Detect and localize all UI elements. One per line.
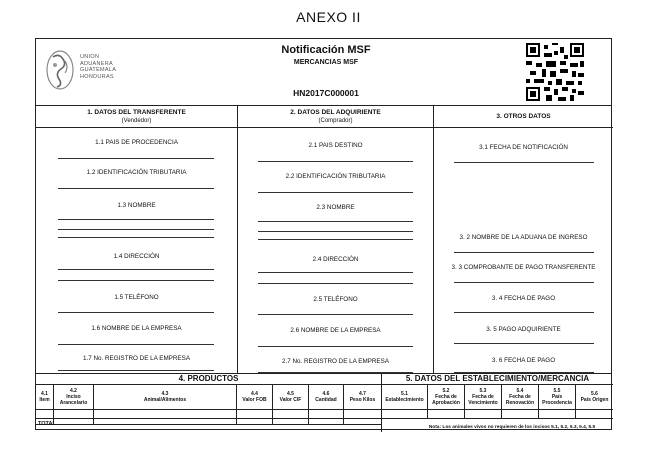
column-number: 4.7	[359, 391, 366, 397]
logo-text	[80, 54, 116, 80]
column-number: 4.1	[41, 391, 48, 397]
column-header	[308, 384, 343, 409]
field-line	[454, 343, 594, 344]
field-label: 2.3 NOMBRE	[316, 204, 355, 211]
column-header	[236, 384, 272, 409]
field-line	[454, 252, 594, 253]
table-row-divider	[36, 424, 381, 425]
column-number: 5.3	[479, 388, 487, 394]
field-line	[258, 283, 413, 284]
column-label: País Origen	[580, 397, 609, 403]
field-label: 2.2 IDENTIFICACIÓN TRIBUTARIA	[285, 173, 386, 180]
field-label: 3. 6 FECHA DE PAGO	[491, 357, 556, 364]
section4-title: 4. PRODUCTOS	[178, 374, 239, 383]
column-label: Fecha de Renovación	[505, 394, 535, 406]
customs-union-logo-icon	[43, 47, 77, 93]
table-cell-divider	[272, 409, 273, 424]
field-line	[58, 229, 214, 230]
section1-header	[36, 106, 237, 128]
field-line	[258, 272, 413, 273]
field-line	[58, 280, 214, 281]
field-label: 2.7 No. REGISTRO DE LA EMPRESA	[281, 358, 390, 365]
column-number: 4.2	[70, 388, 77, 394]
field-label: 1.7 No. REGISTRO DE LA EMPRESA	[82, 355, 191, 362]
table-cell-divider	[427, 409, 428, 418]
field-label: 1.1 PAIS DE PROCEDENCIA	[95, 139, 178, 146]
section2-subtitle: (Comprador)	[318, 118, 353, 124]
field-line	[454, 282, 594, 283]
form-header	[36, 39, 611, 105]
field-label: 1.2 IDENTIFICACIÓN TRIBUTARIA	[86, 169, 187, 176]
table-cell-divider	[381, 409, 382, 432]
field-label: 1.3 NOMBRE	[117, 202, 156, 209]
logo-line: ADUANERA	[80, 60, 113, 67]
column-label: Item	[39, 397, 50, 403]
column-number: 4.5	[287, 391, 294, 397]
field-line	[58, 237, 214, 238]
table-cell-divider	[308, 409, 309, 424]
logo-line: UNION	[80, 54, 100, 60]
column-label: Animal/Alimentos	[143, 397, 187, 403]
column-header	[272, 384, 308, 409]
form-subtitle: MERCANCIAS MSF	[293, 59, 359, 66]
column-header	[381, 384, 427, 409]
column-number: 5.6	[591, 391, 598, 397]
field-line	[58, 312, 214, 313]
column-header	[93, 384, 236, 409]
field-label: 2.1 PAIS DESTINO	[308, 142, 363, 149]
field-label: 3. 2 NOMBRE DE LA ADUANA DE INGRESO	[459, 234, 588, 241]
table-cell-divider	[464, 409, 465, 418]
section5-title: 5. DATOS DEL ESTABLECIMIENTO/MERCANCIA	[381, 374, 613, 384]
section2-header	[238, 106, 433, 128]
field-line	[58, 370, 214, 371]
notification-form	[35, 38, 612, 430]
column-header	[464, 384, 501, 409]
field-label: 1.5 TELÉFONO	[114, 294, 159, 301]
column-number: 5.4	[516, 388, 524, 394]
table-cell-divider	[343, 409, 344, 424]
logo-line: GUATEMALA	[80, 67, 117, 73]
column-label: Valor CIF	[279, 397, 302, 403]
table-cell-divider	[236, 409, 237, 424]
products-table	[36, 373, 611, 432]
field-label: 3. 3 COMPROBANTE DE PAGO TRANSFERENTE	[451, 264, 596, 271]
column-label: Fecha de Vencimiento	[468, 394, 498, 406]
table-row-divider	[36, 418, 381, 419]
table-cell-divider	[93, 409, 94, 424]
field-line	[454, 312, 594, 313]
field-line	[258, 239, 413, 240]
field-line	[58, 158, 214, 159]
form-title: Notificación MSF	[281, 44, 371, 56]
column-header	[538, 384, 575, 409]
column-label: País Procedencia	[542, 394, 572, 406]
qr-code-icon	[526, 43, 584, 101]
field-line	[258, 346, 413, 347]
field-line	[454, 162, 594, 163]
field-line	[258, 192, 413, 193]
field-line	[58, 219, 214, 220]
column-number: 4.6	[322, 391, 330, 397]
section2-title: 2. DATOS DEL ADQUIRIENTE	[290, 109, 381, 116]
field-line	[258, 231, 413, 232]
section1-title: 1. DATOS DEL TRANSFERENTE	[87, 109, 186, 116]
field-line	[258, 221, 413, 222]
field-line	[58, 269, 214, 270]
form-code: HN2017C000001	[293, 88, 359, 98]
column-number: 5.5	[553, 388, 561, 394]
field-label: 3. 4 FECHA DE PAGO	[491, 295, 556, 302]
field-label: 2.4 DIRECCIÓN	[312, 256, 359, 263]
field-label: 2.5 TELÉFONO	[313, 296, 358, 303]
table-cell-divider	[501, 409, 502, 418]
column-number: 4.4	[251, 391, 258, 397]
column-label: Fecha de Aprobación	[432, 394, 460, 406]
column-number: 5.1	[401, 391, 408, 397]
footnote: Nota: Los animales vivos no requieren de los incisos 5.1, 5.2, 5.3, 5.4, 5.5	[428, 425, 596, 430]
field-label: 1.6 NOMBRE DE LA EMPRESA	[91, 325, 182, 332]
column-label: Inciso Arancelario	[59, 394, 88, 406]
field-label: 3.1 FECHA DE NOTIFICACIÓN	[479, 144, 568, 151]
table-row-divider	[381, 418, 613, 419]
field-label: 3. 5 PAGO ADQUIRIENTE	[486, 326, 561, 333]
field-label: 2.6 NOMBRE DE LA EMPRESA	[290, 327, 381, 334]
table-cell-divider	[575, 409, 576, 418]
column-number: 4.3	[161, 391, 169, 397]
column-label: Peso Kilos	[349, 397, 376, 403]
column-header	[427, 384, 464, 409]
field-label: 1.4 DIRECCIÓN	[113, 253, 160, 260]
column-label: Establecimiento	[385, 397, 424, 403]
table-cell-divider	[538, 409, 539, 418]
section1-subtitle: (Vendedor)	[121, 118, 152, 124]
field-line	[58, 344, 214, 345]
column-label: Valor FOB	[242, 397, 267, 403]
column-header	[53, 384, 93, 409]
field-line	[258, 314, 413, 315]
column-header	[36, 384, 53, 409]
field-line	[258, 161, 413, 162]
section3-title: 3. OTROS DATOS	[496, 113, 551, 120]
column-label: Cantidad	[315, 397, 337, 403]
page-heading: ANEXO II	[296, 9, 361, 25]
data-grid	[36, 105, 611, 374]
column-header	[343, 384, 381, 409]
total-label: TOTAL	[38, 421, 56, 427]
column-number: 5.2	[442, 388, 450, 394]
section3-header	[434, 106, 613, 128]
column-header	[501, 384, 538, 409]
logo-line: HONDURAS	[80, 73, 114, 80]
field-line	[58, 188, 214, 189]
table-row-divider	[36, 409, 613, 410]
column-header	[575, 384, 613, 409]
